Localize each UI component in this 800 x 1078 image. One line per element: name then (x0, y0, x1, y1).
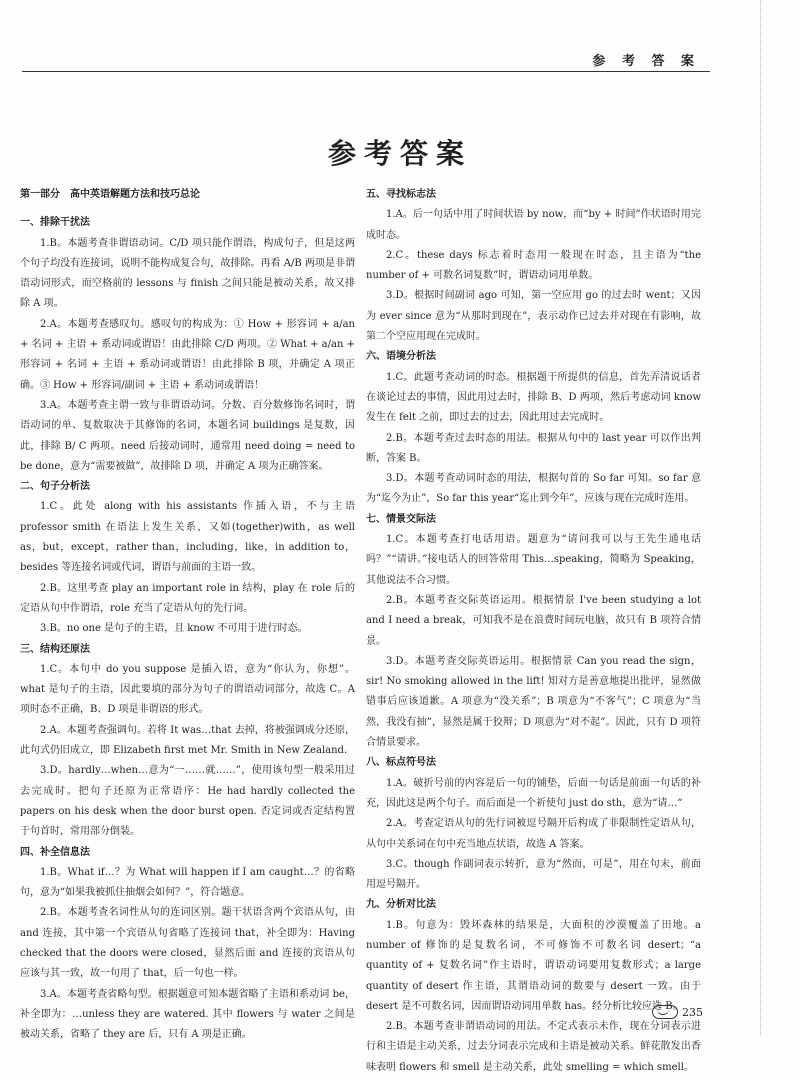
answer-paragraph: 3.D。本题考查动词时态的用法，根据句首的 So far 可知。so far 意为“迄今为止”，So far this year“迄止到今年”，应该与现在完成时连用。 (366, 473, 701, 505)
answer-paragraph: 3.D。本题考查交际英语运用。根据情景 Can you read the sign，sir! No smoking allowed in the lift! 知对方是善意地提出批评，显然做错事后应该道歉。A 项意为“没关系”；B 项意为“不客气”；C 项意为“当然，我没有抽”，显然是属于狡辩；D 项意为“对不起”。因此，只有 D 项符合情景要求。 (366, 655, 701, 749)
page-number-badge (652, 1005, 703, 1019)
section-heading: 六、语境分析法 (366, 351, 436, 363)
section-heading: 二、句子分析法 (20, 481, 90, 493)
answer-paragraph: 2.B。本题考查名词性从句的连词区别。题干状语含两个宾语从句，由 and 连接，其中第一个宾语从句省略了连接词 that，补全即为：Having checked that the doors were closed，显然后面 and 连接的宾语从句应该与其一致，故一句用了 that，后一句也一样。 (20, 907, 355, 980)
page-number: 235 (682, 1005, 703, 1019)
answer-paragraph: 3.D。hardly…when…意为“一……就……”，使用该句型一般采用过去完成时。把句子还原为正常语序：He had hardly collected the papers on his desk when the door burst open. 否定词或否定结构置于句首时，常用部分倒装。 (20, 765, 355, 838)
answer-paragraph: 2.A。考查定语从句的先行词被逗号隔开后构成了非限制性定语从句，从句中关系词在句中充当地点状语，故选 A 答案。 (366, 818, 701, 850)
logo-icon (652, 1005, 678, 1019)
answer-paragraph: 1.A。后一句话中用了时间状语 by now，而“by + 时间”作状语时用完成时态。 (366, 209, 701, 241)
answer-paragraph: 1.C。本句中 do you suppose 是插入语，意为“你认为，你想”。what 是句子的主语，因此要填的部分为句子的谓语动词部分，故选 C。A 项时态不正确，B、D 项是非谓语的形式。 (20, 663, 355, 716)
answer-paragraph: 2.A。本题考查感叹句。感叹句的构成为：① How + 形容词 + a/an + 名词 + 主语 + 系动词或谓语！由此排除 C/D 两项。② What + a/an + 形容词 + 名词 + 主语 + 系动词或谓语！由此排除 B 项，并确定 A 项正确。③ How + 形容词/副词 + 主语 + 系动词或谓语！ (20, 318, 355, 391)
right-blocks (366, 185, 701, 1078)
answer-paragraph: 2.B。本题考查非谓语动词的用法。不定式表示未作，现在分词表示进行和主语是主动关系，过去分词表示完成和主语是被动关系。鲜花散发出香味表明 flowers 和 smell 是主动关系，此处 smelling = which smell。 (366, 1021, 701, 1073)
running-head: 参 考 答 案 (592, 54, 700, 69)
section-heading: 七、情景交际法 (366, 513, 436, 525)
answer-paragraph: 2.C。these days 标志着时态用一般现在时态，且主语为“the number of + 可数名词复数”时，谓语动词用单数。 (366, 249, 701, 282)
answer-paragraph: 1.C。本题考查打电话用语。题意为“请问我可以与王先生通电话吗？”“请讲。”接电话人的回答常用 This…speaking，简略为 Speaking，其他说法不合习惯。 (366, 534, 701, 586)
part-title: 第一部分 高中英语解题方法和技巧总论 (20, 189, 200, 200)
section-heading: 四、补全信息法 (20, 846, 90, 858)
section-heading: 八、标点符号法 (366, 757, 436, 769)
answer-paragraph: 3.B。no one 是句子的主语，且 know 不可用于进行时态。 (40, 623, 308, 635)
section-heading: 九、分析对比法 (366, 899, 436, 911)
right-column (366, 185, 701, 1078)
section-heading: 一、排除干扰法 (20, 217, 90, 229)
answer-paragraph: 1.B。What if…？为 What will happen if I am caught…？的省略句，意为“如果我被抓住抽烟会如何？”，符合题意。 (20, 866, 355, 899)
answer-paragraph: 3.D。根据时间副词 ago 可知，第一空应用 go 的过去时 went；又因为 ever since 意为“从那时到现在”，表示动作已过去并对现在有影响，故第二个空应用现在完成时。 (366, 290, 701, 343)
left-blocks (20, 213, 355, 1045)
answer-paragraph: 3.A。本题考查省略句型。根据题意可知本题省略了主语和系动词 be，补全即为：…unless they are watered. 其中 flowers 与 water 之间是被动关系，省略了 they are 后，只有 A 项是正确。 (20, 988, 355, 1041)
answer-paragraph: 1.C。此题考查动词的时态。根据题干所提供的信息，首先弄清说话者在谈论过去的事情，因此用过去时，排除 B、D 两项，然后考虑动词 know 发生在 felt 之前，即过去的过去，因此用过去完成时。 (366, 371, 701, 424)
answer-paragraph: 2.A。本题考查强调句。若将 It was…that 去掉，将被强调成分还原，此句式仍旧成立，即 Elizabeth first met Mr. Smith in New Zealand. (20, 724, 355, 757)
answer-paragraph: 2.B。这里考查 play an important role in 结构，play 在 role 后的定语从句中作谓语，role 充当了定语从句的先行词。 (20, 582, 355, 614)
answer-paragraph: 2.B。本题考查交际英语运用。根据情景 I've been studying a lot and I need a break，可知我不是在浪费时间玩电脑，故只有 B 项符合情景。 (366, 594, 701, 647)
header-rule (22, 71, 710, 72)
answer-paragraph: 2.B。本题考查过去时态的用法。根据从句中的 last year 可以作出判断，答案 B。 (366, 432, 701, 464)
page-title: 参考答案 (327, 137, 472, 170)
answer-paragraph: 3.C。though 作副词表示转折，意为“然而，可是”，用在句末，前面用逗号隔开。 (366, 858, 701, 891)
answer-paragraph: 1.B。本题考查非谓语动词。C/D 项只能作谓语，构成句子，但是这两个句子均没有连接词，说明不能构成复合句，故排除。再看 A/B 两项是非谓语动词形式，而空格前的 lessons 与 finish 之间只能是被动关系，故又排除 A 项。 (20, 237, 355, 310)
left-column (20, 185, 355, 1045)
answer-paragraph: 1.B。句意为：毁坏森林的结果是，大面积的沙漠覆盖了田地。a number of 修饰的是复数名词，不可修饰不可数名词 desert；“a quantity of + 复数名词”作主语时，谓语动词要用复数形式；a large quantity of desert 作主语，其谓语动词的数要与 desert 一致。由于 desert 是不可数名词，因而谓语动词用单数 has。经分析比较应选 B。 (366, 919, 701, 1012)
answer-paragraph: 3.A。本题考查主谓一致与非谓语动词。分数、百分数修饰名词时，谓语动词的单、复数取决于其修饰的名词，本题名词 buildings 是复数，因此，排除 B/ C 两项。need 后接动词时，通常用 need doing = need to be done，意为“需要被做”，故排除 D 项，并确定 A 项为正确答案。 (20, 399, 355, 472)
answer-paragraph: 1.C。此处 along with his assistants 作插入语，不与主语 professor smith 在语法上发生关系，又如(together)with，as well as，but，except，rather than，including，like，in addition to，besides 等连接名词或代词，谓语与前面的主语一致。 (20, 501, 355, 574)
section-heading: 五、寻找标志法 (366, 189, 436, 200)
section-heading: 三、结构还原法 (20, 643, 90, 655)
answer-paragraph: 1.A。破折号前的内容是后一句的铺垫，后面一句话是前面一句话的补充，因此这是两个句子。而后面是一个祈使句 just do sth，意为“请…” (366, 777, 701, 809)
